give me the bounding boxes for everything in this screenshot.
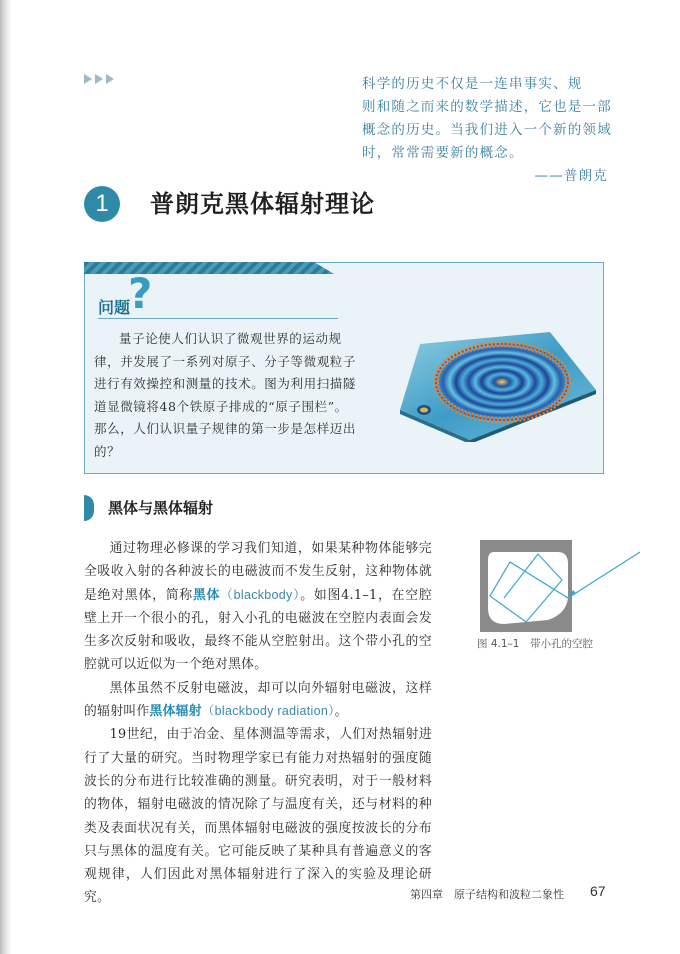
paragraph bbox=[84, 677, 432, 724]
paragraph: 19世纪，由于冶金、星体测温等需求，人们对热辐射进行了大量的研究。当时物理学家已有能力对热辐射的强度随波长的分布进行比较准确的测量。研究表明，对于一般材料的物体，辐射电磁波的情况除了与温度有关，还与材料的种类及表面状况有关，而黑体辐射电磁波的强度按波长的分布只与黑体的温度有关。它可能反映了某种具有普遍意义的客观规律，人们因此对黑体辐射进行了深入的实验及理论研究。 bbox=[84, 727, 432, 906]
paragraph-text: 通过物理必修课的学习我们知道，如果某种物体能够完全吸收入射的各种波长的电磁波而不发生反射，这种物体就是绝对黑体，简称 bbox=[84, 541, 432, 603]
figure-caption: 图 4.1–1 带小孔的空腔 bbox=[477, 638, 593, 650]
section-title: 普朗克黑体辐射理论 bbox=[150, 190, 375, 218]
term-blackbody: 黑体 bbox=[193, 587, 221, 603]
problem-text bbox=[94, 328, 356, 463]
problem-box-stripe-band bbox=[84, 262, 334, 274]
section-number-badge: 1 bbox=[84, 186, 120, 222]
page-number: 67 bbox=[590, 883, 606, 899]
epigraph-line: 时，常常需要新的概念。 bbox=[362, 145, 524, 161]
epigraph-quote bbox=[362, 73, 612, 188]
epigraph-line: 科学的历史不仅是一连串事实、规 bbox=[362, 76, 583, 92]
cavity-diagram bbox=[440, 540, 640, 650]
epigraph-line: 概念的历史。当我们进入一个新的领域 bbox=[362, 122, 612, 138]
problem-divider bbox=[98, 318, 338, 319]
triple-arrow-icon bbox=[84, 74, 114, 84]
quantum-corral-image bbox=[400, 322, 596, 442]
problem-paragraph: 量子论使人们认识了微观世界的运动规律，并发展了一系列对原子、分子等微观粒子进行有效操控和测量的技术。图为利用扫描隧道显微镜将48个铁原子排成的“原子围栏”。那么，人们认识量子规律的第一步是怎样迈出的？ bbox=[94, 331, 357, 459]
term-blackbody-radiation: 黑体辐射 bbox=[149, 704, 202, 720]
problem-label: 问题 bbox=[98, 298, 131, 317]
paragraph-text: 。 bbox=[334, 704, 348, 720]
body-text bbox=[84, 537, 432, 910]
question-mark-icon: ? bbox=[128, 269, 153, 318]
paragraph bbox=[84, 537, 432, 677]
term-english: （blackbody） bbox=[220, 587, 301, 602]
paragraph-text: 黑体虽然不反射电磁波，却可以向外辐射电磁波，这样的辐射叫作 bbox=[84, 680, 432, 720]
subsection-marker bbox=[84, 495, 94, 521]
subsection-title: 黑体与黑体辐射 bbox=[108, 499, 214, 517]
epigraph-author: ——普朗克 bbox=[534, 168, 608, 184]
epigraph-line: 则和随之而来的数学描述，它也是一部 bbox=[362, 99, 612, 115]
term-english: （blackbody radiation） bbox=[201, 704, 335, 719]
page-edge-shadow bbox=[0, 0, 12, 954]
paragraph-text: 。如图4.1–1，在空腔壁上开一个很小的孔，射入小孔的电磁波在空腔内表面会发生多次反射和吸收，最终不能从空腔射出。这个带小孔的空腔就可以近似为一个绝对黑体。 bbox=[84, 587, 432, 673]
cavity-interior bbox=[488, 552, 568, 624]
footer-chapter: 第四章 原子结构和波粒二象性 bbox=[410, 888, 564, 901]
